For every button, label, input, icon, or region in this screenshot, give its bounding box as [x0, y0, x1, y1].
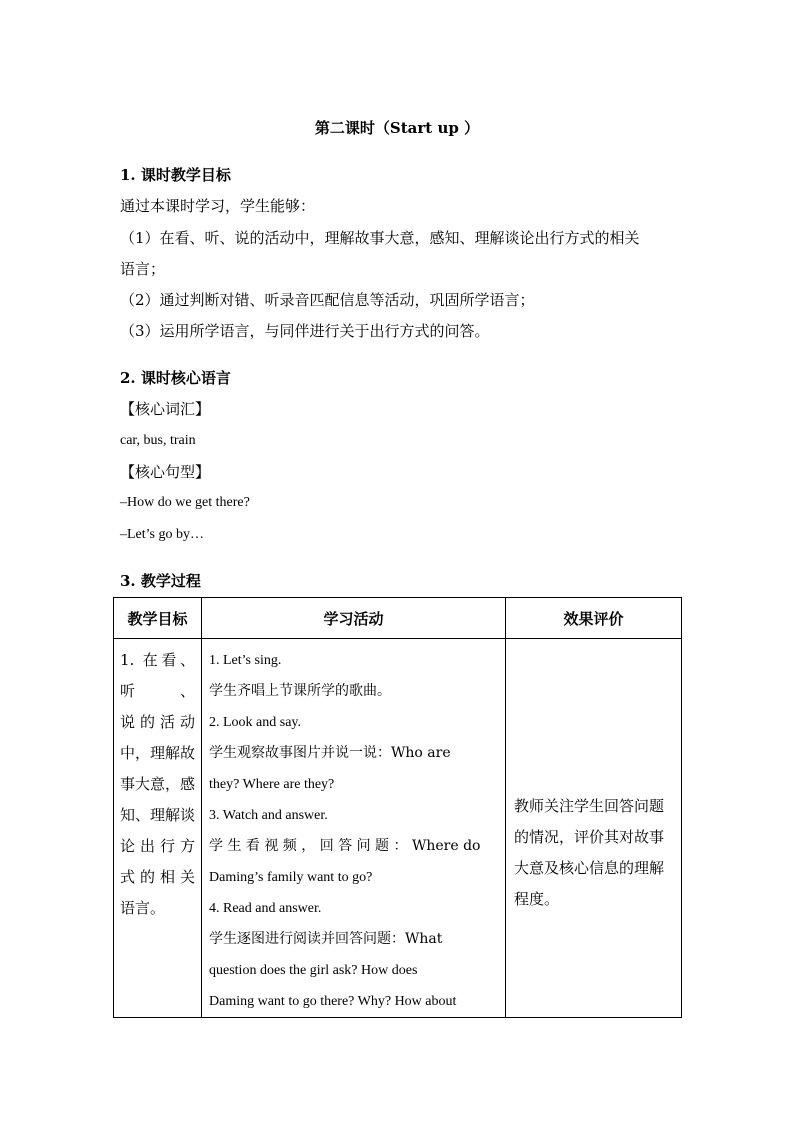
goal-line: 式 的 相 关 — [120, 868, 195, 886]
objectives-intro: 通过本课时学习，学生能够： — [120, 197, 316, 215]
goal-cell — [114, 639, 202, 1018]
evaluation-line: 的情况，评价其对故事 — [514, 828, 665, 846]
section-heading-process: 3. 教学过程 — [120, 572, 201, 590]
evaluation-line: 教师关注学生回答问题 — [514, 797, 665, 815]
activity-cell — [202, 639, 506, 1018]
evaluation-line: 程度。 — [514, 890, 560, 908]
activity-line: 学生逐图进行阅读并回答问题：What — [209, 931, 443, 947]
goal-line: 说 的 活 动 — [120, 713, 195, 731]
objective-item-2: （2）通过判断对错、听录音匹配信息等活动，巩固所学语言； — [120, 291, 535, 309]
objective-item-3: （3）运用所学语言，与同伴进行关于出行方式的问答。 — [120, 322, 490, 340]
section-heading-core-language: 2. 课时核心语言 — [120, 369, 231, 387]
activity-line: Daming want to go there? Why? How about — [209, 994, 457, 1009]
activity-line: they? Where are they? — [209, 777, 335, 792]
activity-line: 学 生 看 视 频 ， 回 答 问 题 ： Where do — [209, 838, 481, 854]
activity-line: 学生观察故事图片并说一说：Who are — [209, 745, 451, 761]
activity-line: 4. Read and answer. — [209, 901, 322, 916]
sentence-pattern-1: –How do we get there? — [120, 495, 250, 510]
header-activity: 学习活动 — [202, 598, 506, 639]
goal-line: 论 出 行 方 — [120, 837, 195, 855]
goal-line: 语言。 — [120, 899, 166, 917]
objective-item-1-line-2: 语言； — [120, 260, 166, 278]
goal-line: 1. 在看、听、 — [120, 651, 195, 700]
evaluation-line: 大意及核心信息的理解 — [514, 859, 665, 877]
table-row — [114, 639, 682, 1018]
evaluation-cell — [506, 639, 682, 1018]
activity-line: 学生齐唱上节课所学的歌曲。 — [209, 683, 391, 699]
header-goal: 教学目标 — [114, 598, 202, 639]
teaching-process-table — [113, 597, 682, 1018]
header-evaluation: 效果评价 — [506, 598, 682, 639]
vocab-label: 【核心词汇】 — [120, 400, 211, 418]
vocab-list: car, bus, train — [120, 433, 196, 448]
goal-line: 事大意，感 — [120, 775, 196, 793]
activity-line: 3. Watch and answer. — [209, 808, 328, 823]
activity-line: question does the girl ask? How does — [209, 963, 418, 978]
sentence-pattern-2: –Let’s go by… — [120, 527, 204, 542]
sentence-label: 【核心句型】 — [120, 463, 211, 481]
activity-line: Daming’s family want to go? — [209, 870, 373, 885]
table-header-row — [114, 598, 682, 639]
activity-line: 1. Let’s sing. — [209, 653, 282, 668]
section-heading-objectives: 1. 课时教学目标 — [120, 166, 231, 184]
lesson-title: 第二课时（Start up ） — [314, 119, 480, 137]
goal-line: 中，理解故 — [120, 744, 196, 762]
goal-line: 知、理解谈 — [120, 806, 196, 824]
activity-line: 2. Look and say. — [209, 715, 302, 730]
objective-item-1-line-1: （1）在看、听、说的活动中，理解故事大意，感知、理解谈论出行方式的相关 — [120, 229, 640, 247]
